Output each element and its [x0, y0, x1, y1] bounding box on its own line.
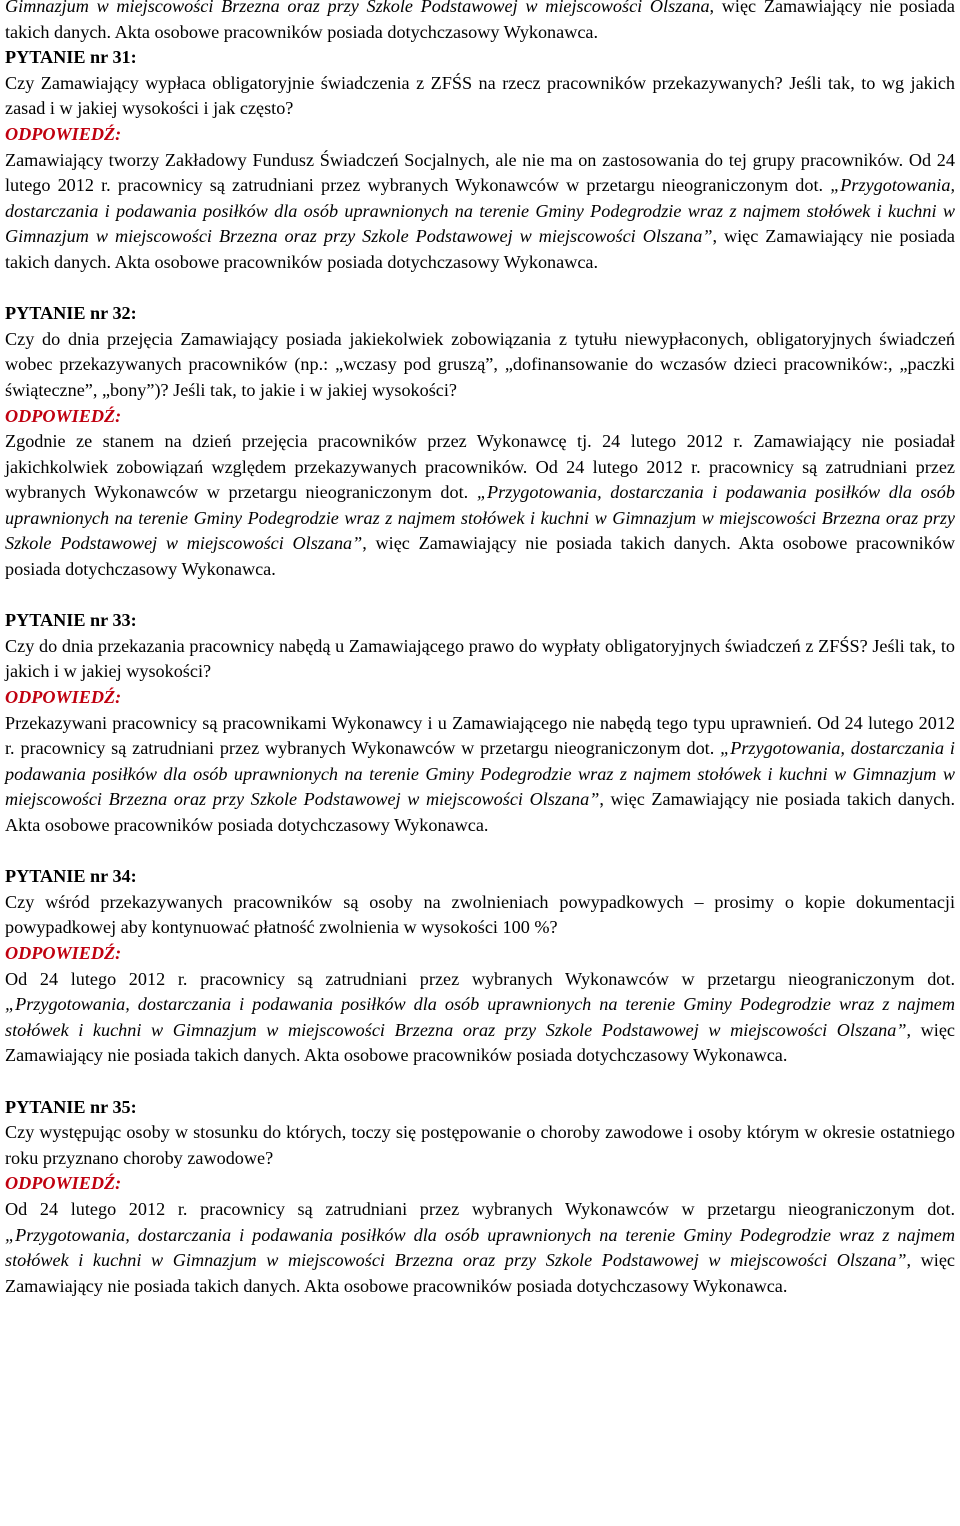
answer-35-tail: , więc Zamawiający nie posiada takich danych. Akta osobowe pracowników posiada dotychczasowy Wykonawca.	[5, 1250, 955, 1296]
answer-33-label: ODPOWIEDŹ:	[5, 687, 122, 708]
question-34-heading: PYTANIE nr 34:	[5, 866, 137, 887]
document-page	[5, 0, 955, 1299]
answer-32-text	[5, 429, 955, 583]
answer-35-text	[5, 1197, 955, 1299]
question-32-heading: PYTANIE nr 32:	[5, 303, 137, 324]
question-32-text: Czy do dnia przejęcia Zamawiający posiada jakiekolwiek zobowiązania z tytułu niewypłaconych, obligatoryjnych świadczeń wobec przekazywanych pracowników (np.: „wczasy pod gruszą”, „dofinansowanie do wczasów dzieci pracowników:, „paczki świąteczne”, „bony”)? Jeśli tak, to jakie i w jakiej wysokości?	[5, 328, 955, 400]
question-31-heading: PYTANIE nr 31:	[5, 47, 137, 68]
intro-text: , więc Zamawiający nie posiada takich danych. Akta osobowe pracowników posiada dotychczasowy Wykonawca.	[5, 0, 955, 42]
answer-32-tail: , więc Zamawiający nie posiada takich danych. Akta osobowe pracowników posiada dotychczasowy Wykonawca.	[5, 533, 955, 580]
intro-paragraph	[5, 0, 955, 45]
intro-italic-text: Gimnazjum w miejscowości Brzezna oraz przy Szkole Podstawowej w miejscowości Olszana	[5, 0, 710, 16]
answer-32-italic: „Przygotowania, dostarczania i podawania posiłków dla osób uprawnionych na terenie Gminy Podegrodzie wraz z najmem stołówek i kuchni w Gimnazjum w miejscowości Brzezna oraz przy Szkole Podstawowej w miejscowości Olszana”	[5, 482, 955, 554]
answer-34-text	[5, 967, 955, 1069]
answer-33-text	[5, 711, 955, 839]
answer-31-label: ODPOWIEDŹ:	[5, 123, 122, 144]
answer-32-lead: Zgodnie ze stanem na dzień przejęcia pracowników przez Wykonawcę tj. 24 lutego 2012 r. Zamawiający nie posiadał jakichkolwiek zobowiązań względem przekazywanych pracowników.	[5, 431, 955, 477]
question-35-text: Czy występując osoby w stosunku do których, toczy się postępowanie o choroby zawodowe i osoby którym w okresie ostatniego roku przyznano choroby zawodowe?	[5, 1122, 955, 1168]
answer-32-common: Od 24 lutego 2012 r. pracownicy są zatrudniani przez wybranych Wykonawców w przetargu nieograniczonym dot.	[5, 456, 955, 503]
answer-33-italic: „Przygotowania, dostarczania i podawania posiłków dla osób uprawnionych na terenie Gminy Podegrodzie wraz z najmem stołówek i kuchni w Gimnazjum w miejscowości Brzezna oraz przy Szkole Podstawowej w miejscowości Olszana”	[5, 738, 955, 810]
spacer	[5, 583, 955, 609]
answer-31-italic: „Przygotowania, dostarczania i podawania posiłków dla osób uprawnionych na terenie Gminy Podegrodzie wraz z najmem stołówek i kuchni w Gimnazjum w miejscowości Brzezna oraz przy Szkole Podstawowej w miejscowości Olszana”	[5, 175, 955, 247]
answer-31-lead: Zamawiający tworzy Zakładowy Fundusz Świadczeń Socjalnych, ale nie ma on zastosowania do tej grupy pracowników.	[5, 149, 909, 170]
answer-34-tail: , więc Zamawiający nie posiada takich danych. Akta osobowe pracowników posiada dotychczasowy Wykonawca.	[5, 1019, 955, 1066]
answer-35-italic: „Przygotowania, dostarczania i podawania posiłków dla osób uprawnionych na terenie Gminy Podegrodzie wraz z najmem stołówek i kuchni w Gimnazjum w miejscowości Brzezna oraz przy Szkole Podstawowej w miejscowości Olszana”	[5, 1224, 955, 1271]
answer-34-italic: „Przygotowania, dostarczania i podawania posiłków dla osób uprawnionych na terenie Gminy Podegrodzie wraz z najmem stołówek i kuchni w Gimnazjum w miejscowości Brzezna oraz przy Szkole Podstawowej w miejscowości Olszana”	[5, 994, 955, 1040]
question-31-text: Czy Zamawiający wypłaca obligatoryjnie świadczenia z ZFŚS na rzecz pracowników przekazywanych? Jeśli tak, to wg jakich zasad i w jakiej wysokości i jak często?	[5, 72, 955, 119]
question-34-text: Czy wśród przekazywanych pracowników są osoby na zwolnieniach powypadkowych – prosimy o kopie dokumentacji powypadkowej aby kontynuować płatność zwolnienia w wysokości 100 %?	[5, 891, 955, 938]
answer-31-tail: , więc Zamawiający nie posiada takich danych. Akta osobowe pracowników posiada dotychczasowy Wykonawca.	[5, 226, 956, 272]
question-33-text: Czy do dnia przekazania pracownicy nabędą u Zamawiającego prawo do wypłaty obligatoryjnych świadczeń z ZFŚS? Jeśli tak, to jakich i w jakiej wysokości?	[5, 635, 955, 682]
answer-32-label: ODPOWIEDŹ:	[5, 405, 122, 426]
question-35-heading: PYTANIE nr 35:	[5, 1096, 137, 1117]
spacer	[5, 276, 955, 302]
answer-33-lead: Przekazywani pracownicy są pracownikami Wykonawcy i u Zamawiającego nie nabędą tego typu uprawnień.	[5, 712, 818, 733]
answer-34-label: ODPOWIEDŹ:	[5, 942, 122, 963]
answer-31-text	[5, 148, 955, 276]
spacer	[5, 1069, 955, 1095]
answer-35-common: Od 24 lutego 2012 r. pracownicy są zatrudniani przez wybranych Wykonawców w przetargu nieograniczonym dot.	[5, 1198, 955, 1219]
question-33-heading: PYTANIE nr 33:	[5, 610, 137, 631]
answer-34-common: Od 24 lutego 2012 r. pracownicy są zatrudniani przez wybranych Wykonawców w przetargu nieograniczonym dot.	[5, 968, 955, 989]
answer-31-common: Od 24 lutego 2012 r. pracownicy są zatrudniani przez wybranych Wykonawców w przetargu nieograniczonym dot.	[5, 149, 955, 196]
answer-33-common: Od 24 lutego 2012 r. pracownicy są zatrudniani przez wybranych Wykonawców w przetargu nieograniczonym dot.	[5, 712, 955, 759]
answer-33-tail: , więc Zamawiający nie posiada takich danych. Akta osobowe pracowników posiada dotychczasowy Wykonawca.	[5, 789, 955, 835]
spacer	[5, 839, 955, 865]
answer-35-label: ODPOWIEDŹ:	[5, 1173, 122, 1194]
